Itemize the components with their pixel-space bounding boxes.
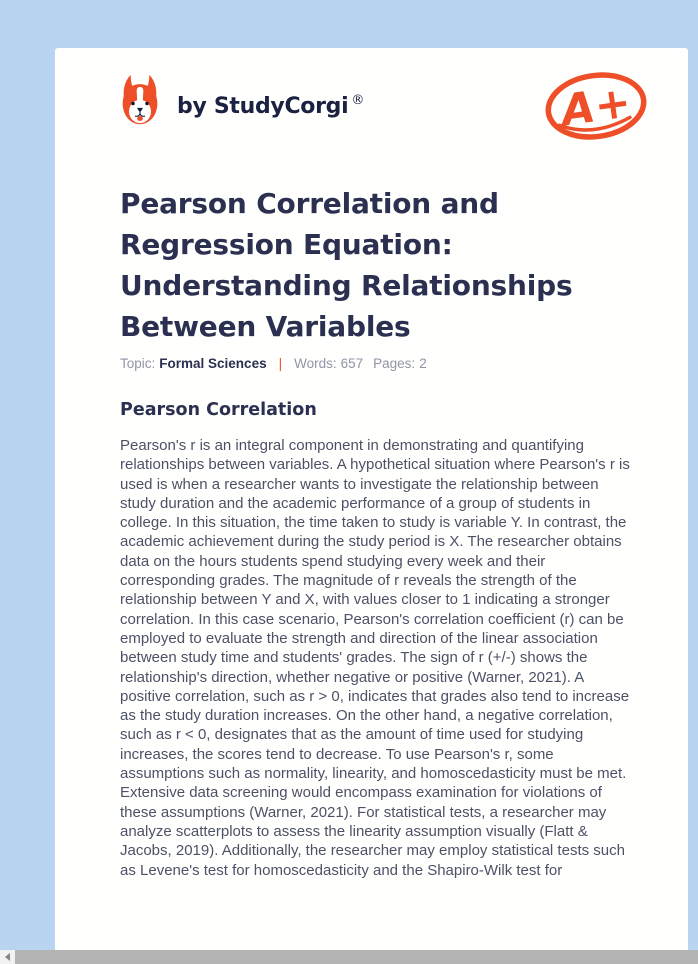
brand-label: by StudyCorgi <box>177 94 349 119</box>
a-plus-badge-label: A+ <box>558 77 634 137</box>
article-paragraph: Pearson's r is an integral component in demonstrating and quantifying relationships between variables. A hypothetical situation where Pearson's r is used is when a researcher wants to investigate the relationship between study duration and the academic performance of a group of students in college. In this situation, the time taken to study is variable Y. In contrast, the academic achievement during the study period is X. The researcher obtains data on the hours students spend studying every week and their corresponding grades. The magnitude of r reveals the strength of the relationship between Y and X, with values closer to 1 indicating a stronger correlation. In this case scenario, Pearson's correlation coefficient (r) can be employed to evaluate the strength and direction of the linear association between study time and students' grades. The sign of r (+/-) shows the relationship's direction, whether negative or positive (Warner, 2021). A positive correlation, such as r > 0, indicates that grades also tend to increase as the study duration increases. On the other hand, a negative correlation, such as r < 0, designates that as the amount of time used for studying increases, the scores tend to decrease. To use Pearson's r, some assumptions such as normality, linearity, and homoscedasticity must be met. Extensive data screening would encompass examination for violations of these assumptions (Warner, 2021). For statistical tests, a researcher may analyze scatterplots to assess the linearity assumption visually (Flatt & Jacobs, 2019). Additionally, the researcher may employ statistical tests such as Levene's test for homoscedasticity and the Shapiro-Wilk test for <box>120 437 630 879</box>
words-label: Words: <box>294 356 337 371</box>
article-meta <box>120 355 629 373</box>
scrollbar-thumb[interactable] <box>15 950 698 964</box>
scroll-left-button[interactable] <box>0 950 14 964</box>
brand-name <box>177 93 364 119</box>
scroll-left-arrow-icon <box>5 953 10 961</box>
registered-mark: ® <box>351 93 365 108</box>
brand <box>120 73 364 126</box>
site-header <box>120 73 634 145</box>
a-plus-badge-icon <box>541 65 651 147</box>
topic-link[interactable]: Formal Sciences <box>159 356 267 371</box>
horizontal-scrollbar[interactable] <box>0 950 698 964</box>
meta-divider: | <box>278 356 283 371</box>
topic-label: Topic: <box>120 356 156 371</box>
words-value: 657 <box>340 356 364 371</box>
document-card <box>55 48 688 964</box>
section-heading: Pearson Correlation <box>120 400 317 420</box>
corgi-icon <box>120 73 160 126</box>
pages-value: 2 <box>419 356 427 371</box>
pages-label: Pages: <box>373 356 416 371</box>
page-title: Pearson Correlation and Regression Equation: Understanding Relationships Between Variables <box>120 187 573 343</box>
